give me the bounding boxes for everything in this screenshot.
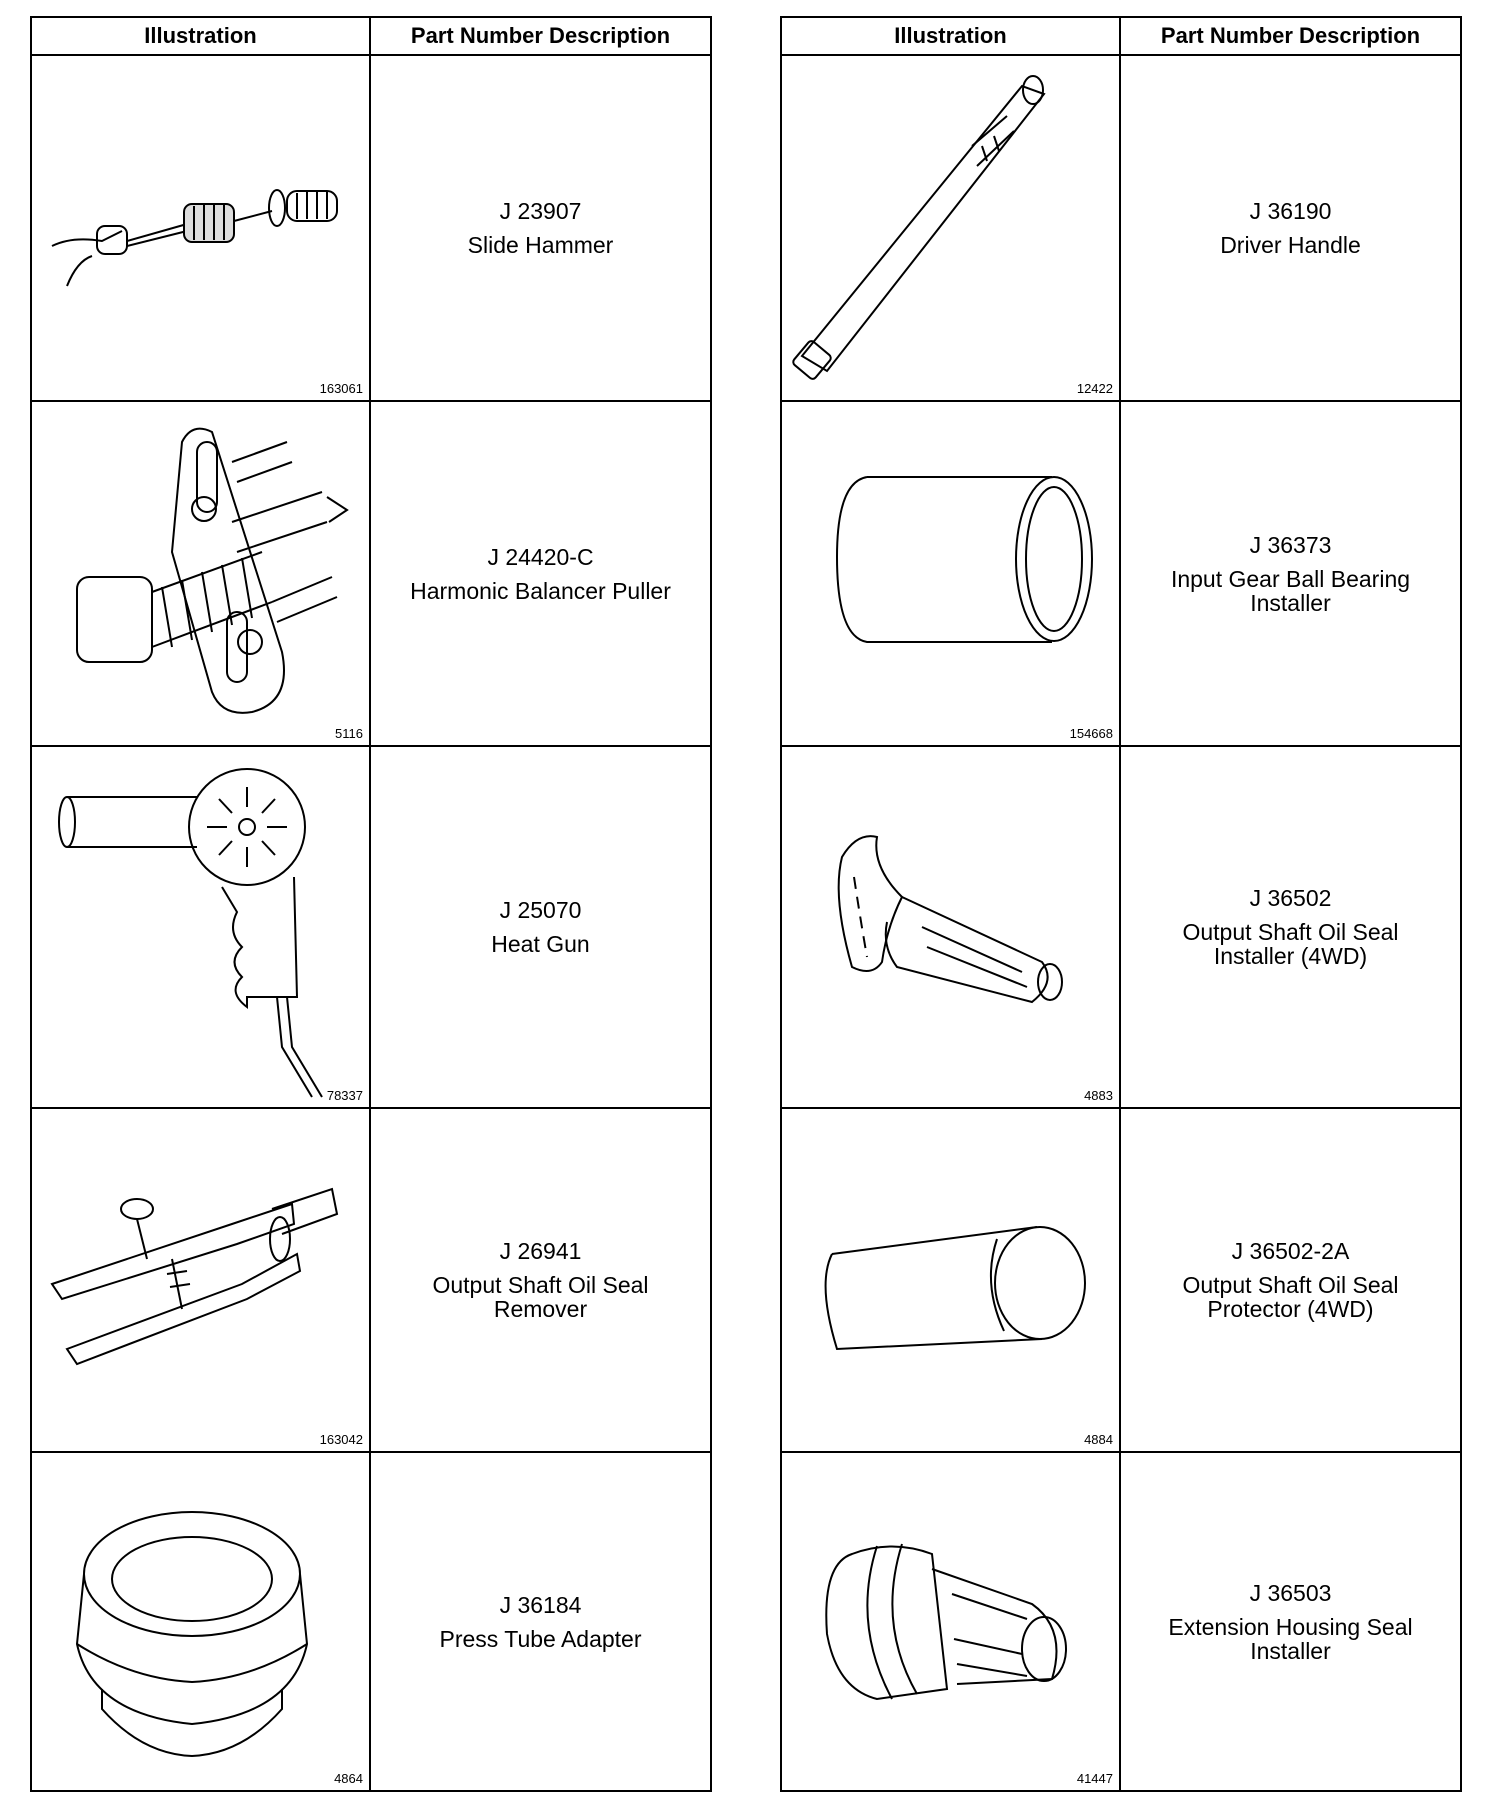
part-name: Extension Housing Seal Installer — [1168, 1613, 1413, 1664]
part-number: J 23907 — [499, 198, 582, 224]
description-cell — [371, 747, 710, 1107]
tool-table-left — [30, 16, 712, 1792]
description-cell — [1121, 56, 1460, 400]
part-number: J 26941 — [499, 1238, 582, 1264]
part-name: Input Gear Ball Bearing Installer — [1170, 565, 1411, 616]
illustration-cell — [32, 1109, 371, 1451]
table-row — [782, 747, 1460, 1109]
description-cell — [1121, 1109, 1460, 1451]
figure-number: 163042 — [319, 1432, 363, 1447]
part-name: Slide Hammer — [467, 232, 614, 258]
part-name: Output Shaft Oil Seal Remover — [432, 1272, 649, 1322]
table-row — [782, 1453, 1460, 1790]
heat-gun-icon — [32, 747, 369, 1107]
description-cell — [371, 402, 710, 745]
table-row — [782, 1109, 1460, 1453]
part-name: Driver Handle — [1220, 232, 1361, 258]
housing-seal-installer-icon — [782, 1453, 1119, 1790]
header-description: Part Number Description — [410, 23, 671, 48]
figure-number: 4864 — [334, 1771, 363, 1786]
table-row — [782, 56, 1460, 402]
table-row — [782, 402, 1460, 747]
illustration-cell — [32, 402, 371, 745]
figure-number: 41447 — [1076, 1771, 1113, 1786]
header-description: Part Number Description — [1160, 23, 1421, 48]
illustration-cell — [32, 1453, 371, 1790]
header-illustration: Illustration — [32, 18, 371, 54]
part-number: J 36373 — [1249, 531, 1332, 558]
description-cell — [1121, 1453, 1460, 1790]
driver-handle-icon — [782, 56, 1119, 400]
part-name: Press Tube Adapter — [439, 1625, 642, 1652]
header-illustration: Illustration — [782, 18, 1121, 54]
illustration-cell — [782, 402, 1121, 745]
part-number: J 36184 — [499, 1591, 582, 1618]
part-name: Heat Gun — [491, 931, 590, 957]
seal-protector-icon — [782, 1109, 1119, 1451]
part-number: J 36190 — [1249, 198, 1332, 224]
table-row — [32, 1453, 710, 1790]
part-number: J 36502 — [1249, 885, 1332, 911]
description-cell — [371, 1453, 710, 1790]
table-row — [32, 1109, 710, 1453]
part-name: Output Shaft Oil Seal Installer (4WD) — [1182, 919, 1399, 969]
table-header — [782, 18, 1460, 56]
part-number: J 36502-2A — [1231, 1238, 1350, 1264]
figure-number: 4883 — [1084, 1088, 1113, 1103]
figure-number: 5116 — [335, 726, 363, 741]
illustration-cell — [782, 1109, 1121, 1451]
seal-remover-icon — [32, 1109, 369, 1451]
table-row — [32, 402, 710, 747]
part-number: J 24420-C — [487, 543, 594, 570]
illustration-cell — [782, 747, 1121, 1107]
illustration-cell — [782, 1453, 1121, 1790]
part-name: Harmonic Balancer Puller — [410, 577, 671, 604]
figure-number: 4884 — [1084, 1432, 1113, 1447]
figure-number: 163061 — [319, 381, 363, 396]
description-cell — [371, 1109, 710, 1451]
part-number: J 25070 — [499, 897, 582, 923]
illustration-cell — [782, 56, 1121, 400]
slide-hammer-icon — [32, 56, 369, 400]
part-name: Output Shaft Oil Seal Protector (4WD) — [1182, 1272, 1399, 1322]
table-row — [32, 56, 710, 402]
description-cell — [371, 56, 710, 400]
part-number: J 36503 — [1249, 1579, 1332, 1606]
bearing-installer-icon — [782, 402, 1119, 745]
illustration-cell — [32, 56, 371, 400]
description-cell — [1121, 747, 1460, 1107]
table-header — [32, 18, 710, 56]
seal-installer-icon — [782, 747, 1119, 1107]
description-cell — [1121, 402, 1460, 745]
figure-number: 154668 — [1069, 726, 1113, 741]
illustration-cell — [32, 747, 371, 1107]
figure-number: 78337 — [326, 1088, 363, 1103]
tool-table-right — [780, 16, 1462, 1792]
balancer-puller-icon — [32, 402, 369, 745]
press-tube-adapter-icon — [32, 1453, 369, 1790]
figure-number: 12422 — [1076, 381, 1113, 396]
table-row — [32, 747, 710, 1109]
